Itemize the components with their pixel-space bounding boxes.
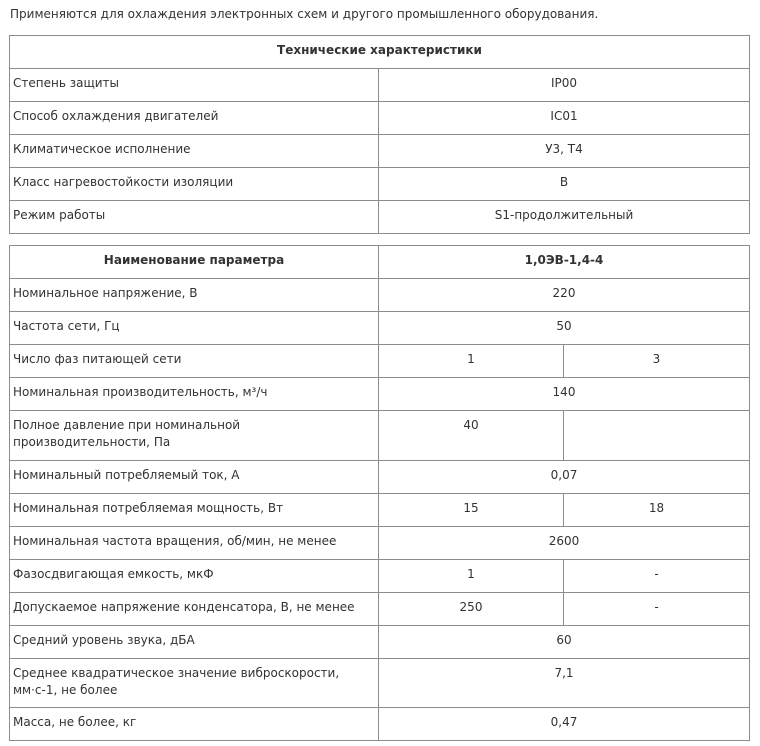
table-row [10,708,750,741]
tech-specs-title-row [10,36,750,69]
param-value-2: - [564,560,750,593]
param-value-2: 3 [564,345,750,378]
table-row [10,560,750,593]
intro-text: Применяются для охлаждения электронных схем и другого промышленного оборудования. [10,7,599,21]
tech-specs-title: Технические характеристики [10,36,750,69]
spec-value: IC01 [379,102,750,135]
param-label: Номинальное напряжение, В [10,279,379,312]
spec-value: S1-продолжительный [379,201,750,234]
spec-value: У3, Т4 [379,135,750,168]
param-value: 7,1 [379,659,750,708]
header-model: 1,0ЭВ-1,4-4 [379,246,750,279]
param-value-1: 250 [379,593,564,626]
table-row [10,527,750,560]
param-value: 0,47 [379,708,750,741]
param-value: 140 [379,378,750,411]
param-label: Номинальная потребляемая мощность, Вт [10,494,379,527]
table-row [10,135,750,168]
param-value: 0,07 [379,461,750,494]
param-value: 2600 [379,527,750,560]
param-label: Частота сети, Гц [10,312,379,345]
param-value-1: 1 [379,560,564,593]
table-row [10,494,750,527]
spec-value: B [379,168,750,201]
header-parameter-name: Наименование параметра [10,246,379,279]
param-value-1: 15 [379,494,564,527]
table-row [10,659,750,708]
table-row [10,201,750,234]
table-row [10,626,750,659]
table-row [10,593,750,626]
spec-label: Режим работы [10,201,379,234]
param-value-1: 40 [379,411,564,461]
parameters-table [9,245,750,741]
param-label: Среднее квадратическое значение виброскорости, мм·с-1, не более [10,659,379,708]
param-label: Полное давление при номинальной производительности, Па [10,411,379,461]
param-label: Масса, не более, кг [10,708,379,741]
spec-value: IP00 [379,69,750,102]
param-value-1: 1 [379,345,564,378]
spec-label: Степень защиты [10,69,379,102]
param-value: 50 [379,312,750,345]
param-label: Номинальная частота вращения, об/мин, не менее [10,527,379,560]
tech-specs-table [9,35,750,234]
table-row [10,378,750,411]
table-row [10,69,750,102]
param-label: Номинальный потребляемый ток, А [10,461,379,494]
table-row [10,102,750,135]
param-value: 220 [379,279,750,312]
param-value-2: 18 [564,494,750,527]
param-label: Допускаемое напряжение конденсатора, В, не менее [10,593,379,626]
param-value: 60 [379,626,750,659]
param-value-2 [564,411,750,461]
table-row [10,461,750,494]
param-label: Средний уровень звука, дБА [10,626,379,659]
param-label: Число фаз питающей сети [10,345,379,378]
parameters-header-row [10,246,750,279]
param-label: Номинальная производительность, м³/ч [10,378,379,411]
param-label: Фазосдвигающая емкость, мкФ [10,560,379,593]
table-row [10,345,750,378]
table-row [10,312,750,345]
spec-label: Класс нагревостойкости изоляции [10,168,379,201]
spec-label: Климатическое исполнение [10,135,379,168]
table-row [10,279,750,312]
table-row [10,168,750,201]
spec-label: Способ охлаждения двигателей [10,102,379,135]
table-row [10,411,750,461]
param-value-2: - [564,593,750,626]
